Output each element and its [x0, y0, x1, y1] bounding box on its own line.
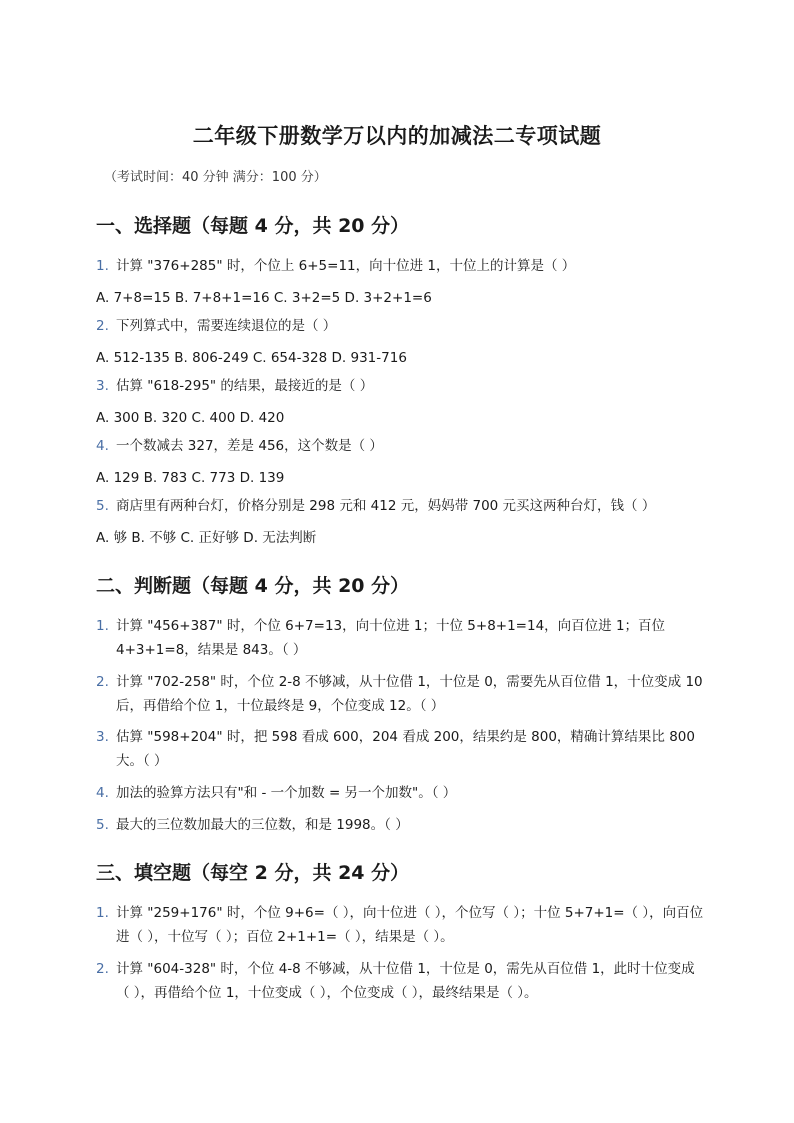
question-number: 5.: [96, 498, 109, 514]
page-title: 二年级下册数学万以内的加减法二专项试题: [192, 124, 602, 148]
fill-question-2: [96, 957, 706, 1005]
question-text: 估算 "598+204" 时，把 598 看成 600，204 看成 200，结果约是 800，精确计算结果比 800 大。（ ）: [116, 729, 695, 769]
question-number: 3.: [96, 378, 109, 394]
fill-question-1: [96, 901, 706, 949]
judgment-question-3: [96, 725, 706, 773]
judgment-question-2: [96, 670, 706, 718]
section-title-judgment: 二、判断题（每题 4 分，共 20 分）: [96, 575, 410, 597]
exam-info: （考试时间：40 分钟 满分：100 分）: [104, 170, 327, 185]
question-number: 1.: [96, 618, 109, 634]
question-text: 计算 "376+285" 时，个位上 6+5=11，向十位进 1，十位上的计算是（ ）: [116, 258, 576, 274]
judgment-question-5: [96, 813, 706, 837]
question-text: 下列算式中，需要连续退位的是（ ）: [116, 318, 337, 334]
section-title-fill-in: 三、填空题（每空 2 分，共 24 分）: [96, 862, 410, 884]
question-number: 1.: [96, 905, 109, 921]
choice-options-1: A. 7+8=15 B. 7+8+1=16 C. 3+2=5 D. 3+2+1=6: [96, 290, 432, 306]
question-text: 计算 "259+176" 时，个位 9+6=（ ），向十位进（ ），个位写（ ）；十位 5+7+1=（ ），向百位进（ ），十位写（ ）；百位 2+1+1=（ ），结果是（ ）。: [116, 905, 704, 945]
judgment-question-1: [96, 614, 706, 662]
choice-options-3: A. 300 B. 320 C. 400 D. 420: [96, 410, 285, 426]
question-number: 4.: [96, 785, 109, 801]
question-number: 2.: [96, 318, 109, 334]
section-title-choice: 一、选择题（每题 4 分，共 20 分）: [96, 215, 410, 237]
choice-options-4: A. 129 B. 783 C. 773 D. 139: [96, 470, 285, 486]
choice-question-4: [96, 434, 706, 458]
choice-options-2: A. 512-135 B. 806-249 C. 654-328 D. 931-716: [96, 350, 407, 366]
question-text: 最大的三位数加最大的三位数，和是 1998。（ ）: [116, 817, 409, 833]
choice-question-1: [96, 254, 706, 278]
choice-question-5: [96, 494, 706, 518]
question-text: 计算 "702-258" 时，个位 2-8 不够减，从十位借 1，十位是 0，需要先从百位借 1，十位变成 10 后，再借给个位 1，十位最终是 9，个位变成 12。（ ）: [116, 674, 703, 714]
choice-question-2: [96, 314, 706, 338]
choice-options-5: A. 够 B. 不够 C. 正好够 D. 无法判断: [96, 530, 317, 546]
question-number: 3.: [96, 729, 109, 745]
question-number: 2.: [96, 674, 109, 690]
question-text: 商店里有两种台灯，价格分别是 298 元和 412 元，妈妈带 700 元买这两种台灯，钱（ ）: [116, 498, 656, 514]
question-text: 估算 "618-295" 的结果，最接近的是（ ）: [116, 378, 374, 394]
question-text: 计算 "456+387" 时，个位 6+7=13，向十位进 1；十位 5+8+1=14，向百位进 1；百位 4+3+1=8，结果是 843。（ ）: [116, 618, 666, 658]
question-number: 1.: [96, 258, 109, 274]
question-text: 一个数减去 327，差是 456，这个数是（ ）: [116, 438, 383, 454]
question-number: 5.: [96, 817, 109, 833]
question-text: 加法的验算方法只有"和 - 一个加数 = 另一个加数"。（ ）: [116, 785, 457, 801]
question-text: 计算 "604-328" 时，个位 4-8 不够减，从十位借 1，十位是 0，需先从百位借 1，此时十位变成（ ），再借给个位 1，十位变成（ ），个位变成（ ），最终结果是（ ）。: [116, 961, 695, 1001]
judgment-question-4: [96, 781, 706, 805]
question-number: 2.: [96, 961, 109, 977]
question-number: 4.: [96, 438, 109, 454]
choice-question-3: [96, 374, 706, 398]
